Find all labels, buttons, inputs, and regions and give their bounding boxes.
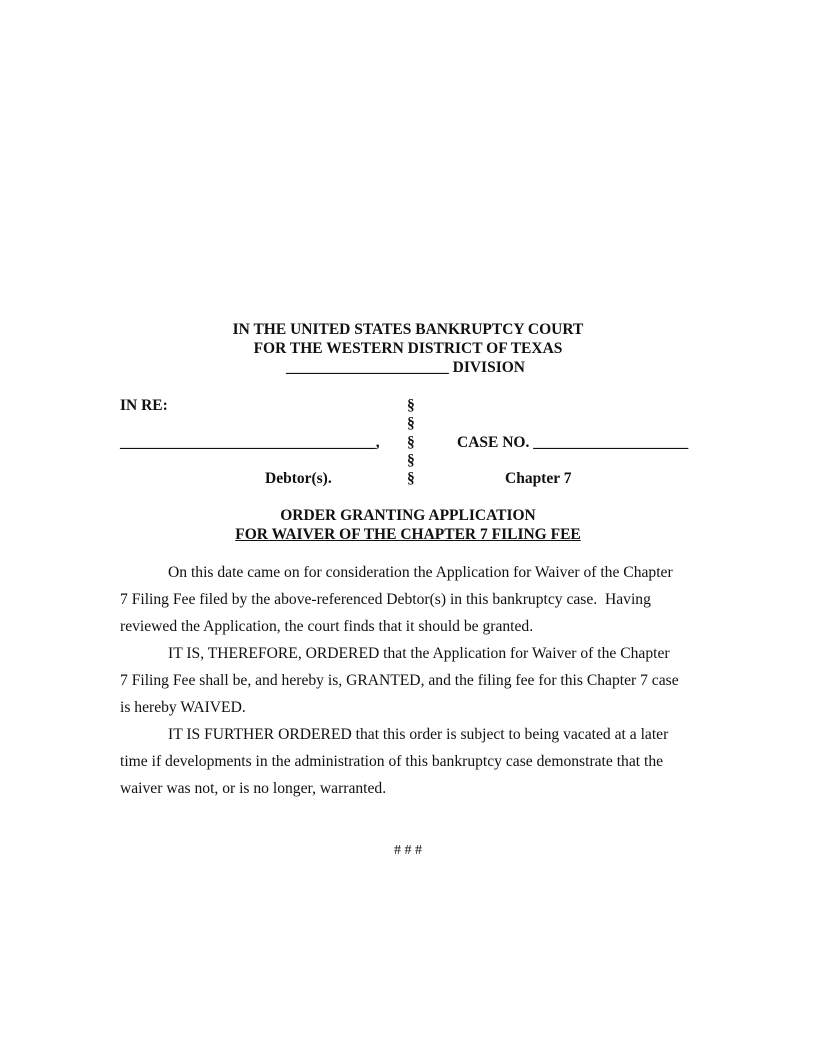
debtor-name-blank[interactable]: _________________________________, <box>120 434 380 451</box>
order-title-line1: ORDER GRANTING APPLICATION <box>280 507 536 524</box>
body-line: time if developments in the administration of this bankruptcy case demonstrate that the <box>120 753 664 770</box>
section-symbol: § <box>407 452 415 469</box>
section-symbol: § <box>407 434 415 451</box>
in-re-label: IN RE: <box>120 397 168 414</box>
order-title-line2: FOR WAIVER OF THE CHAPTER 7 FILING FEE <box>235 526 581 543</box>
case-no-label: CASE NO. <box>457 434 530 451</box>
section-symbol: § <box>407 397 415 414</box>
division-label: DIVISION <box>452 359 525 376</box>
case-no-line <box>457 435 688 451</box>
body-line: IT IS, THEREFORE, ORDERED that the Application for Waiver of the Chapter <box>168 645 670 662</box>
division-line <box>286 360 525 376</box>
district-name: FOR THE WESTERN DISTRICT OF TEXAS <box>253 340 563 357</box>
body-line: reviewed the Application, the court finds that it should be granted. <box>120 618 534 635</box>
body-line: On this date came on for consideration the Application for Waiver of the Chapter <box>168 564 673 581</box>
body-line: 7 Filing Fee shall be, and hereby is, GRANTED, and the filing fee for this Chapter 7 case <box>120 672 679 689</box>
section-symbol: § <box>407 470 415 487</box>
body-line: IT IS FURTHER ORDERED that this order is subject to being vacated at a later <box>168 726 669 743</box>
division-blank[interactable]: _____________________ <box>286 359 449 376</box>
body-line: waiver was not, or is no longer, warranted. <box>120 780 387 797</box>
body-line: is hereby WAIVED. <box>120 699 246 716</box>
court-name: IN THE UNITED STATES BANKRUPTCY COURT <box>232 321 584 338</box>
chapter-label: Chapter 7 <box>505 470 572 487</box>
body-line: 7 Filing Fee filed by the above-referenced Debtor(s) in this bankruptcy case. Having <box>120 591 651 608</box>
debtor-label: Debtor(s). <box>265 470 332 487</box>
case-no-blank[interactable]: ____________________ <box>533 434 689 451</box>
section-symbol: § <box>407 415 415 432</box>
end-mark: # # # <box>394 843 422 858</box>
